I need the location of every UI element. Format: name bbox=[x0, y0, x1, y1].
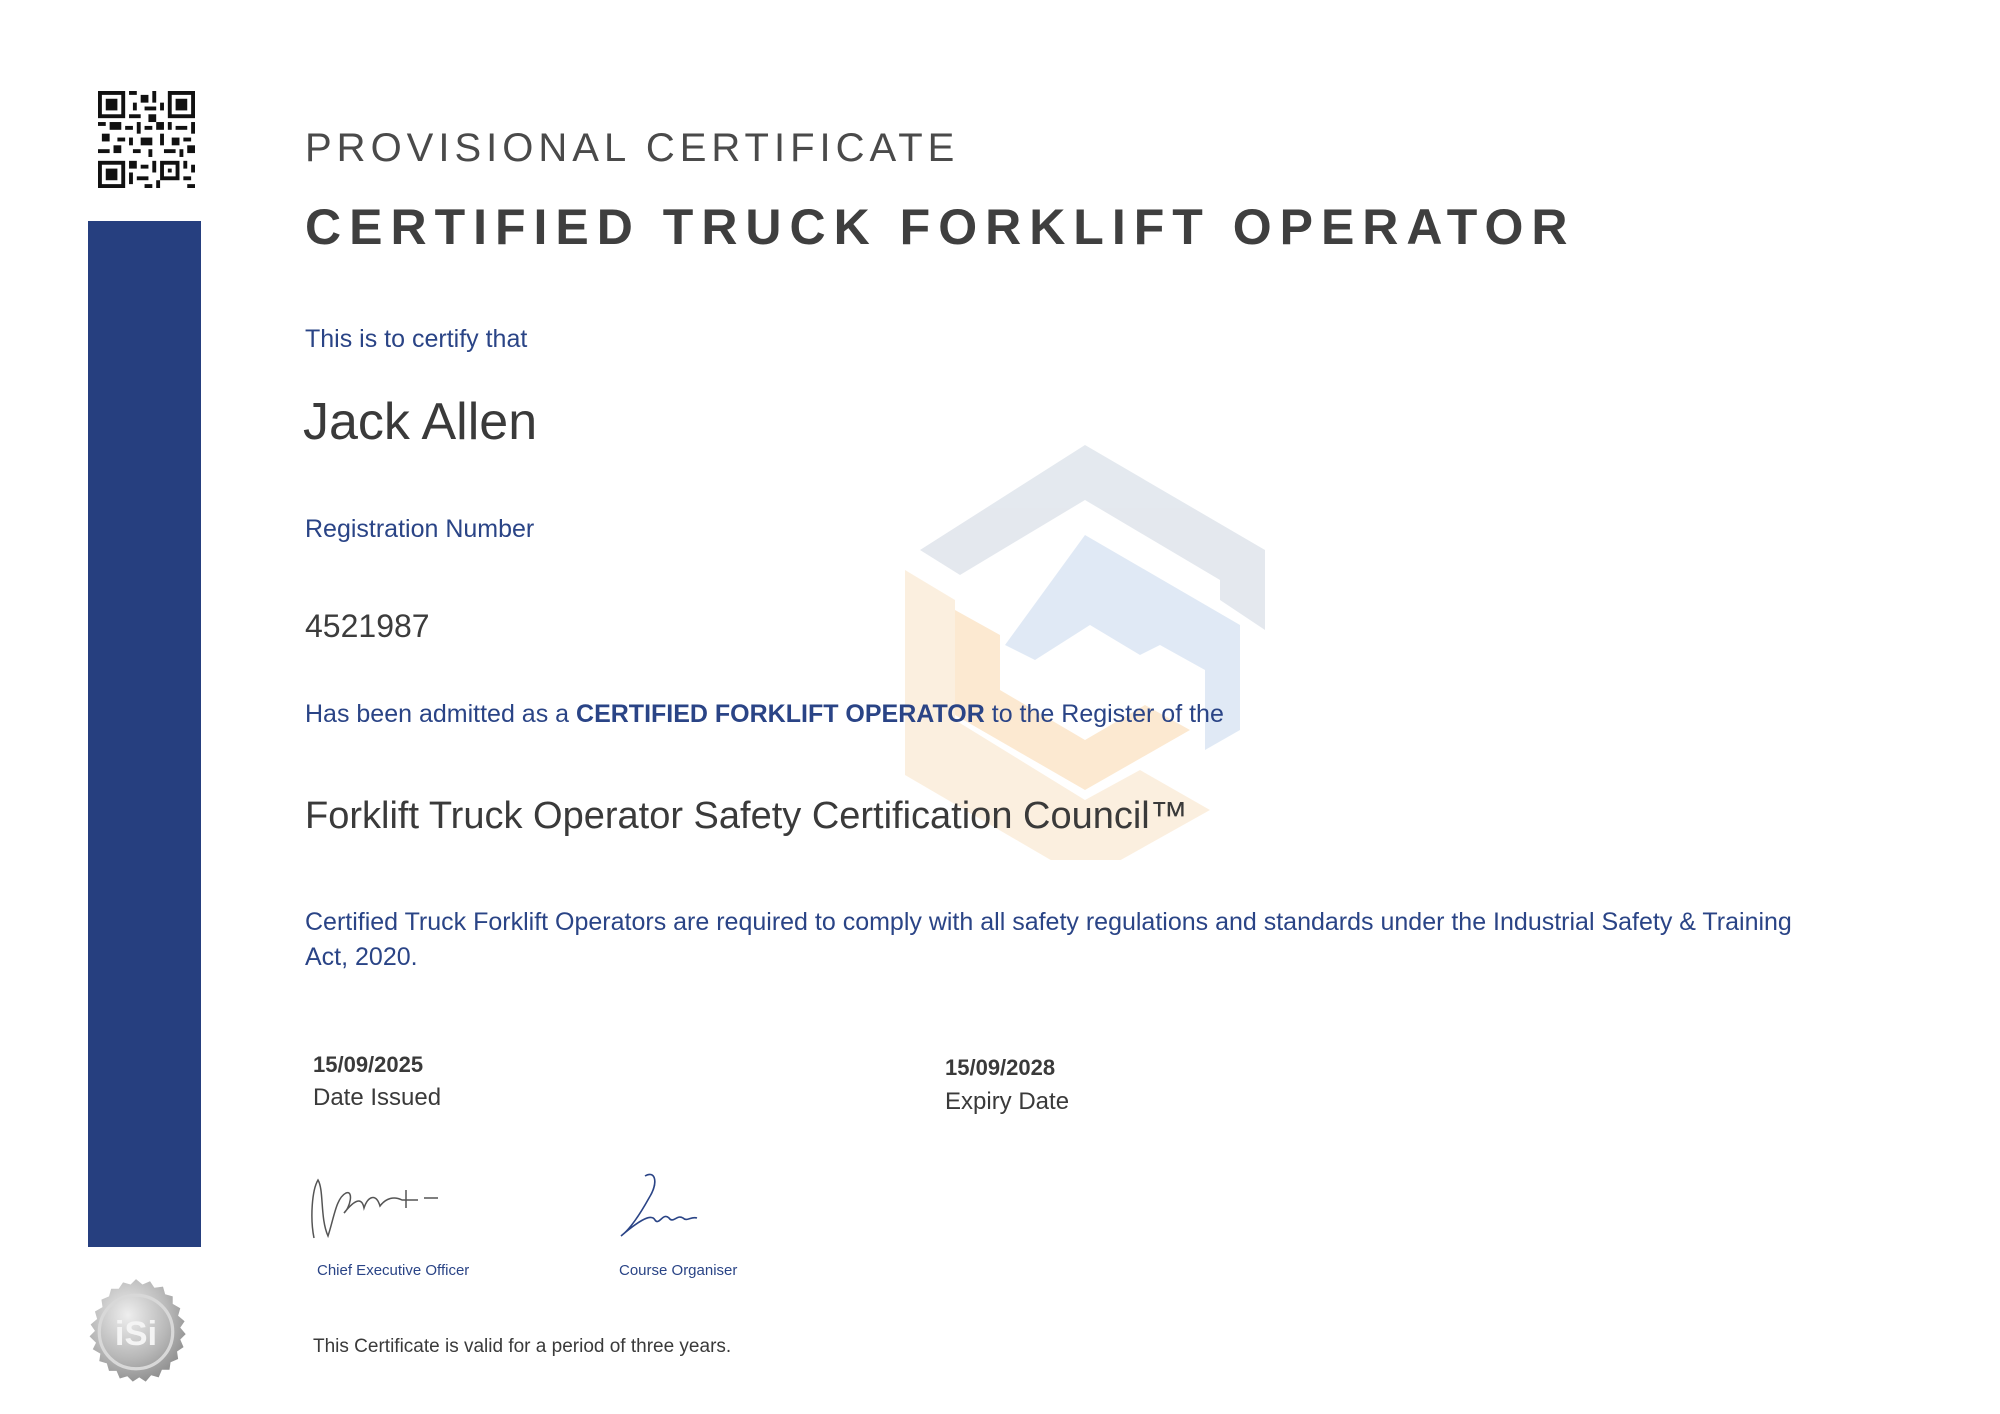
date-issued-label: Date Issued bbox=[313, 1084, 442, 1111]
expiry-date-value: 15/09/2028 bbox=[945, 1055, 1056, 1080]
registration-number: 4521987 bbox=[305, 608, 430, 644]
certificate-title: CERTIFIED TRUCK FORKLIFT OPERATOR bbox=[305, 199, 1576, 255]
date-issued-value: 15/09/2025 bbox=[313, 1052, 424, 1077]
seal-text: iSi bbox=[114, 1314, 158, 1353]
admission-prefix: Has been admitted as a bbox=[305, 700, 570, 728]
holder-name: Jack Allen bbox=[303, 393, 538, 451]
certificate-subtitle: PROVISIONAL CERTIFICATE bbox=[305, 126, 960, 170]
intro-text: This is to certify that bbox=[305, 325, 528, 353]
registration-label: Registration Number bbox=[305, 515, 535, 543]
organiser-signature-label: Course Organiser bbox=[619, 1262, 738, 1279]
admission-role: CERTIFIED FORKLIFT OPERATOR bbox=[576, 700, 985, 728]
admission-statement bbox=[305, 700, 1224, 729]
validity-note: This Certificate is valid for a period of three years. bbox=[313, 1336, 732, 1357]
ceo-signature bbox=[306, 1168, 446, 1248]
seal-icon bbox=[82, 1278, 190, 1386]
ceo-signature-label: Chief Executive Officer bbox=[317, 1262, 470, 1279]
compliance-text: Certified Truck Forklift Operators are required to comply with all safety regulations and standards under the Industrial Safety & Training Act, 2020. bbox=[305, 908, 1792, 971]
council-name: Forklift Truck Operator Safety Certification Council™ bbox=[305, 795, 1188, 837]
accent-bar bbox=[88, 221, 201, 1247]
admission-suffix: to the Register of the bbox=[991, 700, 1224, 728]
qr-code-icon bbox=[98, 91, 195, 188]
organiser-signature bbox=[615, 1168, 705, 1248]
expiry-date-label: Expiry Date bbox=[945, 1088, 1070, 1115]
